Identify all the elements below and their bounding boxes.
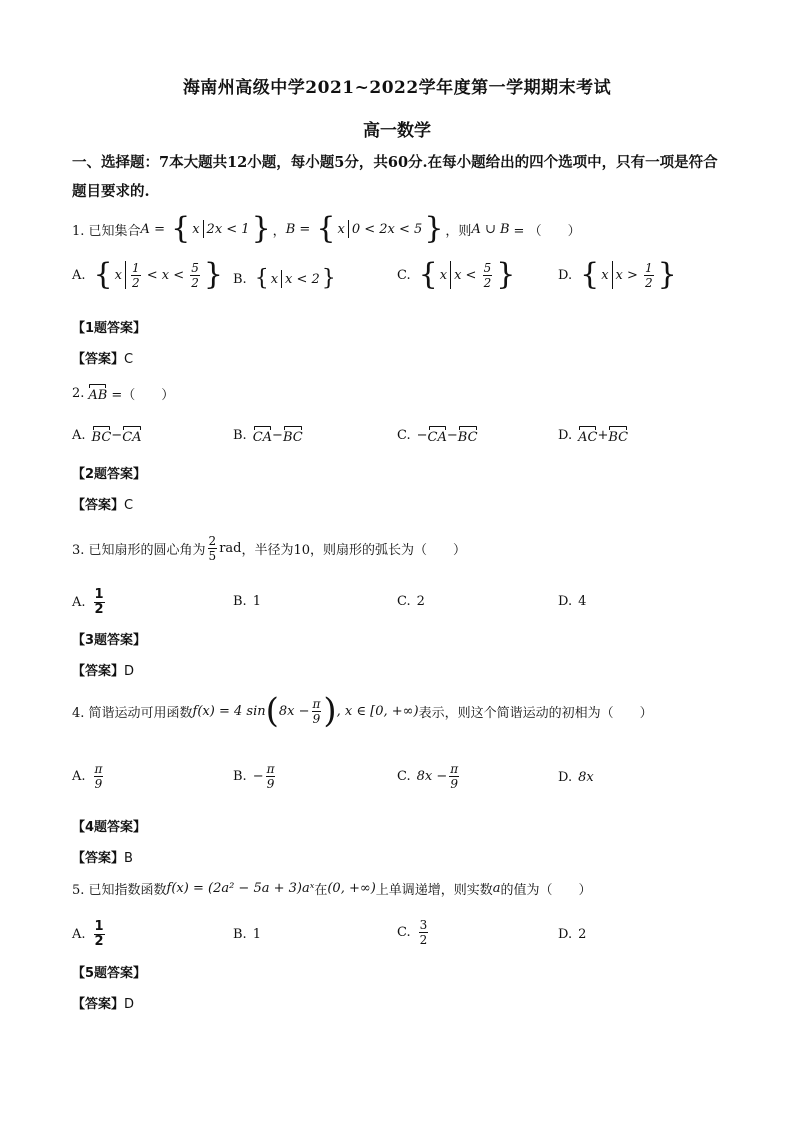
exam-title: 海南州高级中学2021~2022学年度第一学期期末考试 [182,78,612,98]
question-1-stem: 1. 已知集合 A = { x 2x < 1 } ， B = { x 0 < 2x < 5 } ，则 A ∪ B = （ ） [72,211,581,246]
question-4-option-b[interactable]: B. − $\frac{\pi}{9}$ [233,762,275,791]
question-4-option-c[interactable]: C. 8x − $\frac{\pi}{9}$ [397,762,459,791]
question-5-stem: 5. 已知指数函数 f(x) = (2a² − 5a + 3)aˣ 在 (0, +∞) 上单调递增，则实数 a 的值为（ ） [72,881,592,898]
answer-1: 【答案】C [72,352,134,367]
answer-heading-2: 【2题答案】 [72,467,147,482]
question-2-option-d[interactable]: D. AC + BC [558,428,629,445]
question-1-option-b[interactable]: B. { x x < 2 } [233,266,336,291]
question-1-option-d[interactable]: D. { x x > $\frac{1}{2}$ } [558,257,677,292]
question-5-option-a[interactable]: A. $\frac{1}{2}$ [72,919,104,949]
question-2-stem: 2. AB =（ ） [72,386,175,403]
question-3-option-a[interactable]: A. $\frac{1}{2}$ [72,587,104,617]
question-3-option-d[interactable]: D. 4 [558,594,587,609]
answer-4: 【答案】B [72,851,133,866]
question-4-stem: 4. 简谐运动可用函数 f(x) = 4 sin ( 8x − $\frac{\pi}{9}$ ) , x ∈ [0, +∞) 表示，则这个简谐运动的初相为（ ） [72,691,653,731]
answer-5: 【答案】D [72,997,135,1012]
question-3-option-b[interactable]: B. 1 [233,594,261,609]
question-3-stem: 3. 已知扇形的圆心角为 $\frac{2}{5}$ rad ，半径为10，则扇形的弧长为（ ） [72,534,467,563]
answer-heading-3: 【3题答案】 [72,633,147,648]
question-2-option-b[interactable]: B. CA − BC [233,428,303,445]
question-5-option-b[interactable]: B. 1 [233,927,261,942]
answer-heading-5: 【5题答案】 [72,966,147,981]
question-3-option-c[interactable]: C. 2 [397,594,425,609]
question-5-option-d[interactable]: D. 2 [558,927,587,942]
question-1-option-c[interactable]: C. { x x < $\frac{5}{2}$ } [397,257,516,292]
answer-3: 【答案】D [72,664,135,679]
question-4-option-d[interactable]: D. 8x [558,770,594,785]
vector-ab: AB [88,384,107,403]
question-5-option-c[interactable]: C. $\frac{3}{2}$ [397,918,428,947]
question-1-option-a[interactable]: A. { x $\frac{1}{2}$ < x < $\frac{5}{2}$ } [72,257,223,292]
question-2-option-a[interactable]: A. BC − CA [72,428,142,445]
answer-heading-1: 【1题答案】 [72,321,147,336]
answer-2: 【答案】C [72,498,134,513]
section-heading: 一、选择题：7本大题共12小题，每小题5分，共60分.在每小题给出的四个选项中，只有一项是符合题目要求的. [72,154,718,200]
question-2-option-c[interactable]: C. − CA − BC [397,428,478,445]
question-4-option-a[interactable]: A. $\frac{\pi}{9}$ [72,762,103,791]
exam-subtitle: 高一数学 [363,121,431,141]
answer-heading-4: 【4题答案】 [72,820,147,835]
